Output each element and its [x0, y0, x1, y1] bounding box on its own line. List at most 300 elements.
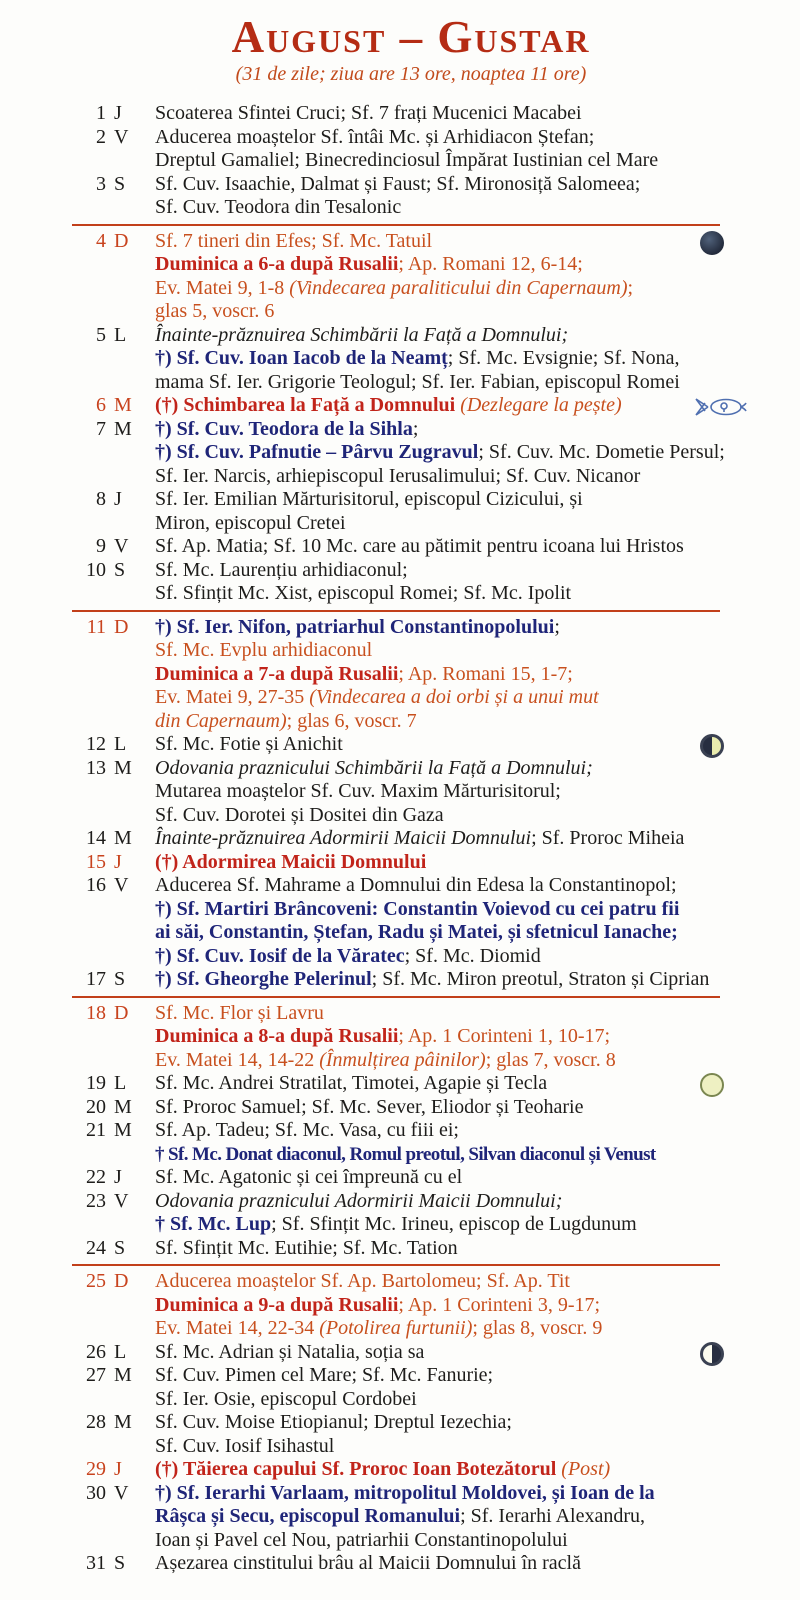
calendar-row: [72, 324, 750, 395]
text-run: Sf. Mc. Flor și Lavru: [155, 1001, 324, 1024]
day-number: 19: [86, 1072, 106, 1095]
entry-line: [155, 300, 750, 324]
day-label: [72, 1482, 155, 1553]
text-run: Odovania praznicului Schimbării la Față a Domnului;: [155, 756, 593, 779]
entry-line: [155, 921, 750, 945]
day-entry-text: [155, 827, 750, 851]
day-weekday: M: [114, 394, 132, 417]
day-label: [72, 733, 155, 757]
masthead: [72, 14, 750, 86]
text-run: Ev. Matei 9, 1-8: [155, 276, 290, 299]
entry-line: [155, 488, 750, 512]
text-run: Odovania praznicului Adormirii Maicii Domnului;: [155, 1189, 563, 1212]
day-weekday: M: [114, 827, 132, 850]
entry-line: [155, 1388, 750, 1412]
text-run: ;: [627, 276, 634, 299]
text-run: Miron, episcopul Cretei: [155, 511, 346, 534]
day-number: 10: [86, 558, 106, 581]
calendar-row: [72, 1002, 750, 1073]
day-number: 15: [86, 850, 106, 873]
entry-line: [155, 757, 750, 781]
entry-line: [155, 1317, 750, 1341]
entry-line: [155, 1270, 750, 1294]
entry-line: [155, 1435, 750, 1459]
day-weekday: D: [114, 229, 129, 252]
text-run: (†) Tăierea capului Sf. Proroc Ioan Botezătorul: [155, 1458, 562, 1481]
day-entry-text: [155, 394, 750, 418]
day-weekday: J: [114, 850, 122, 873]
entry-line: [155, 1529, 750, 1553]
entry-line: [155, 559, 750, 583]
day-weekday: D: [114, 1270, 129, 1293]
entry-line: [155, 1458, 750, 1482]
day-entry-text: [155, 1458, 750, 1482]
day-weekday: D: [114, 615, 129, 638]
calendar-row: [72, 1096, 750, 1120]
text-run: Ev. Matei 9, 27-35: [155, 686, 310, 709]
day-label: [72, 394, 155, 418]
entry-line: [155, 1049, 750, 1073]
text-run: ; Sf. Proroc Miheia: [531, 827, 685, 850]
calendar-row: [72, 102, 750, 126]
text-run: ; glas 8, voscr. 9: [472, 1317, 603, 1340]
entry-line: [155, 1213, 750, 1237]
entry-line: [155, 898, 750, 922]
text-run: (Potolirea furtunii): [319, 1317, 473, 1340]
calendar-row: [72, 1458, 750, 1482]
day-number: 26: [86, 1340, 106, 1363]
day-weekday: S: [114, 558, 126, 581]
day-entry-text: [155, 1270, 750, 1341]
calendar-row: [72, 757, 750, 828]
calendar-row: [72, 1190, 750, 1237]
day-label: [72, 1364, 155, 1411]
day-number: 9: [96, 535, 106, 558]
text-run: Înainte-prăznuirea Adormirii Maicii Domnului: [155, 827, 532, 850]
day-number: 4: [96, 229, 106, 252]
day-entry-text: [155, 173, 750, 220]
text-run: Duminica a 8-a după Rusalii: [155, 1025, 399, 1048]
day-entry-text: [155, 1119, 750, 1166]
entry-line: [155, 945, 750, 969]
text-run: Sf. Mc. Evplu arhidiaconul: [155, 639, 373, 662]
day-label: [72, 1072, 155, 1096]
day-entry-text: [155, 1482, 750, 1553]
sunday-separator: [72, 224, 720, 226]
entry-line: [155, 1002, 750, 1026]
page-title: August – Gustar: [231, 12, 591, 62]
day-weekday: V: [114, 1189, 129, 1212]
text-run: ; Sf. Mc. Miron preotul, Straton și Ciprian: [371, 968, 710, 991]
day-label: [72, 851, 155, 875]
entry-line: [155, 347, 750, 371]
day-weekday: M: [114, 756, 132, 779]
day-label: [72, 1002, 155, 1073]
sunday-separator: [72, 1264, 720, 1266]
day-number: 12: [86, 733, 106, 756]
day-weekday: J: [114, 1166, 122, 1189]
entry-line: [155, 441, 750, 465]
text-run: † Sf. Mc. Donat diaconul, Romul preotul, Silvan diaconul și Venust: [155, 1143, 656, 1165]
day-label: [72, 102, 155, 126]
text-run: Sf. Cuv. Dorotei și Dositei din Gaza: [155, 803, 444, 826]
text-run: Sf. Ap. Matia; Sf. 10 Mc. care au pătimit pentru icoana lui Hristos: [155, 535, 684, 558]
last-quarter-moon-icon: [700, 1342, 724, 1366]
text-run: †) Sf. Cuv. Iosif de la Văratec: [155, 944, 405, 967]
text-run: ; glas 6, voscr. 7: [286, 709, 417, 732]
calendar-row: [72, 1364, 750, 1411]
day-weekday: L: [114, 1072, 127, 1095]
text-run: Sf. Ier. Emilian Mărturisitorul, episcopul Cizicului, și: [155, 488, 583, 511]
calendar-row: [72, 827, 750, 851]
entry-line: [155, 851, 750, 875]
entry-line: [155, 371, 750, 395]
day-weekday: J: [114, 488, 122, 511]
text-run: Aducerea moaștelor Sf. Ap. Bartolomeu; Sf. Ap. Tit: [155, 1270, 570, 1293]
text-run: Sf. Cuv. Iosif Isihastul: [155, 1434, 335, 1457]
day-entry-text: [155, 535, 750, 559]
text-run: Sf. Ap. Tadeu; Sf. Mc. Vasa, cu fiii ei;: [155, 1119, 459, 1142]
text-run: ; Ap. 1 Corinteni 1, 10-17;: [398, 1025, 611, 1048]
text-run: Sf. Sfințit Mc. Eutihie; Sf. Mc. Tation: [155, 1236, 458, 1259]
day-entry-text: [155, 1072, 750, 1096]
day-label: [72, 1458, 155, 1482]
day-number: 31: [86, 1552, 106, 1575]
text-run: ; Sf. Cuv. Mc. Dometie Persul;: [478, 441, 725, 464]
text-run: Înainte-prăznuirea Schimbării la Față a Domnului;: [155, 323, 569, 346]
text-run: (Vindecarea paraliticului din Capernaum): [289, 276, 628, 299]
text-run: †) Sf. Martiri Brâncoveni: Constantin Voievod cu cei patru fii: [155, 897, 680, 920]
entry-line: [155, 253, 750, 277]
day-number: 18: [86, 1001, 106, 1024]
calendar-row: [72, 1072, 750, 1096]
text-run: Sf. Cuv. Isaachie, Dalmat și Faust; Sf. Mironosiță Salomeea;: [155, 172, 641, 195]
day-weekday: D: [114, 1001, 129, 1024]
entry-line: [155, 394, 750, 418]
calendar-row: [72, 733, 750, 757]
day-weekday: M: [114, 1119, 132, 1142]
day-label: [72, 1552, 155, 1576]
entry-line: [155, 1025, 750, 1049]
text-run: †) Sf. Cuv. Ioan Iacob de la Neamț: [155, 347, 448, 370]
day-weekday: M: [114, 1095, 132, 1118]
text-run: mama Sf. Ier. Grigorie Teologul; Sf. Ier. Fabian, episcopul Romei: [155, 370, 680, 393]
day-label: [72, 968, 155, 992]
day-number: 16: [86, 874, 106, 897]
day-entry-text: [155, 1411, 750, 1458]
day-label: [72, 616, 155, 734]
entry-line: [155, 874, 750, 898]
text-run: Aducerea Sf. Mahrame a Domnului din Edesa la Constantinopol;: [155, 874, 677, 897]
entry-line: [155, 616, 750, 640]
day-number: 30: [86, 1481, 106, 1504]
day-weekday: S: [114, 968, 126, 991]
calendar-row: [72, 968, 750, 992]
day-number: 11: [86, 615, 106, 638]
calendar-row: [72, 1341, 750, 1365]
day-weekday: S: [114, 1236, 126, 1259]
calendar-row: [72, 173, 750, 220]
text-run: Sf. Ier. Osie, episcopul Cordobei: [155, 1387, 417, 1410]
text-run: Duminica a 9-a după Rusalii: [155, 1293, 399, 1316]
day-label: [72, 173, 155, 220]
day-entry-text: [155, 230, 750, 324]
entry-line: [155, 418, 750, 442]
day-number: 14: [86, 827, 106, 850]
day-number: 27: [86, 1364, 106, 1387]
text-run: ; Ap. Romani 12, 6-14;: [398, 253, 583, 276]
day-number: 29: [86, 1458, 106, 1481]
day-weekday: J: [114, 1458, 122, 1481]
calendar-row: [72, 851, 750, 875]
text-run: Mutarea moaștelor Sf. Cuv. Maxim Mărturisitorul;: [155, 780, 561, 803]
day-label: [72, 827, 155, 851]
text-run: Duminica a 7-a după Rusalii: [155, 662, 399, 685]
entry-line: [155, 663, 750, 687]
calendar-row: [72, 535, 750, 559]
text-run: † Sf. Mc. Lup: [155, 1213, 272, 1236]
text-run: ; Sf. Sfințit Mc. Irineu, episcop de Lugdunum: [271, 1213, 637, 1236]
day-number: 1: [96, 102, 106, 125]
day-number: 21: [86, 1119, 106, 1142]
text-run: ai săi, Constantin, Ștefan, Radu și Matei, și sfetnicul Ianache;: [155, 921, 678, 944]
entry-line: [155, 1166, 750, 1190]
text-run: glas 5, voscr. 6: [155, 300, 275, 323]
calendar-row: [72, 874, 750, 968]
text-run: †) Sf. Cuv. Pafnutie – Pârvu Zugravul: [155, 441, 479, 464]
day-label: [72, 1190, 155, 1237]
day-label: [72, 1237, 155, 1261]
entry-line: [155, 126, 750, 150]
text-run: din Capernaum): [155, 709, 287, 732]
day-number: 24: [86, 1236, 106, 1259]
day-entry-text: [155, 559, 750, 606]
calendar-row: [72, 1270, 750, 1341]
entry-line: [155, 804, 750, 828]
text-run: Sf. Mc. Fotie și Anichit: [155, 733, 343, 756]
entry-line: [155, 1190, 750, 1214]
entry-line: [155, 230, 750, 254]
day-weekday: V: [114, 125, 129, 148]
entry-line: [155, 1552, 750, 1576]
day-weekday: V: [114, 1481, 129, 1504]
day-weekday: V: [114, 874, 129, 897]
text-run: †) Sf. Ierarhi Varlaam, mitropolitul Moldovei, și Ioan de la: [155, 1481, 655, 1504]
entry-line: [155, 465, 750, 489]
day-weekday: L: [114, 1340, 127, 1363]
entry-line: [155, 1119, 750, 1143]
text-run: Ioan și Pavel cel Nou, patriarhii Constantinopolului: [155, 1528, 568, 1551]
calendar-row: [72, 488, 750, 535]
day-number: 23: [86, 1189, 106, 1212]
sunday-separator: [72, 996, 720, 998]
new-moon-icon: [700, 231, 724, 255]
day-entry-text: [155, 126, 750, 173]
text-run: ;: [412, 417, 419, 440]
day-number: 20: [86, 1095, 106, 1118]
entry-line: [155, 277, 750, 301]
day-entry-text: [155, 1552, 750, 1576]
day-label: [72, 1096, 155, 1120]
text-run: (Înmulțirea pâinilor): [319, 1048, 486, 1071]
text-run: ; glas 7, voscr. 8: [485, 1048, 616, 1071]
day-entry-text: [155, 757, 750, 828]
page-subtitle: (31 de zile; ziua are 13 ore, noaptea 11 ore): [235, 63, 587, 86]
text-run: Așezarea cinstitului brâu al Maicii Domnului în raclă: [155, 1552, 581, 1575]
text-run: Sf. Sfințit Mc. Xist, episcopul Romei; Sf. Mc. Ipolit: [155, 582, 572, 605]
day-weekday: J: [114, 102, 122, 125]
day-label: [72, 1270, 155, 1341]
calendar-row: [72, 1482, 750, 1553]
text-run: (†) Adormirea Maicii Domnului: [155, 850, 427, 873]
entry-line: [155, 196, 750, 220]
entry-line: [155, 1237, 750, 1261]
day-label: [72, 757, 155, 828]
day-number: 6: [96, 394, 106, 417]
entry-line: [155, 968, 750, 992]
calendar-row: [72, 418, 750, 489]
calendar-row: [72, 1237, 750, 1261]
entry-line: [155, 1294, 750, 1318]
day-number: 25: [86, 1270, 106, 1293]
calendar-row: [72, 230, 750, 324]
text-run: ; Ap. 1 Corinteni 3, 9-17;: [398, 1293, 601, 1316]
day-weekday: V: [114, 535, 129, 558]
text-run: Sf. Mc. Agatonic și cei împreună cu el: [155, 1166, 463, 1189]
day-label: [72, 488, 155, 535]
calendar-row: [72, 1166, 750, 1190]
day-label: [72, 1341, 155, 1365]
text-run: Ev. Matei 14, 14-22: [155, 1048, 320, 1071]
day-label: [72, 418, 155, 489]
calendar-row: [72, 394, 750, 418]
day-entry-text: [155, 324, 750, 395]
day-weekday: L: [114, 733, 127, 756]
entry-line: [155, 827, 750, 851]
text-run: Aducerea moaștelor Sf. întâi Mc. și Arhidiacon Ștefan;: [155, 125, 595, 148]
day-label: [72, 1411, 155, 1458]
calendar-row: [72, 126, 750, 173]
entry-line: [155, 710, 750, 734]
day-entry-text: [155, 616, 750, 734]
calendar-row: [72, 1552, 750, 1576]
entry-line: [155, 535, 750, 559]
day-number: 8: [96, 488, 106, 511]
day-weekday: L: [114, 323, 127, 346]
entry-line: [155, 733, 750, 757]
day-entry-text: [155, 1341, 750, 1365]
entry-line: [155, 780, 750, 804]
sunday-separator: [72, 610, 720, 612]
text-run: †) Sf. Gheorghe Pelerinul: [155, 968, 372, 991]
day-number: 2: [96, 125, 106, 148]
entry-line: [155, 1364, 750, 1388]
day-entry-text: [155, 1002, 750, 1073]
day-weekday: M: [114, 417, 132, 440]
day-weekday: S: [114, 172, 126, 195]
day-label: [72, 874, 155, 968]
day-entry-text: [155, 1237, 750, 1261]
entry-line: [155, 639, 750, 663]
text-run: ; Ap. Romani 15, 1-7;: [398, 662, 573, 685]
day-entry-text: [155, 851, 750, 875]
text-run: †) Sf. Cuv. Teodora de la Sihla: [155, 417, 413, 440]
day-label: [72, 535, 155, 559]
text-run: ; Sf. Mc. Evsignie; Sf. Nona,: [447, 347, 680, 370]
text-run: ; Sf. Ierarhi Alexandru,: [460, 1505, 646, 1528]
day-label: [72, 1119, 155, 1166]
entry-line: [155, 1072, 750, 1096]
day-number: 3: [96, 172, 106, 195]
day-number: 13: [86, 756, 106, 779]
text-run: Duminica a 6-a după Rusalii: [155, 253, 399, 276]
day-weekday: M: [114, 1411, 132, 1434]
calendar-row: [72, 559, 750, 606]
entry-line: [155, 102, 750, 126]
day-number: 5: [96, 323, 106, 346]
text-run: Sf. Cuv. Moise Etiopianul; Dreptul Iezechia;: [155, 1411, 512, 1434]
text-run: ;: [554, 615, 560, 638]
day-entry-text: [155, 102, 750, 126]
day-entry-text: [155, 733, 750, 757]
entry-line: [155, 1096, 750, 1120]
text-run: Sf. Cuv. Teodora din Tesalonic: [155, 196, 402, 219]
day-entry-text: [155, 968, 750, 992]
day-label: [72, 1166, 155, 1190]
text-run: Sf. Ier. Narcis, arhiepiscopul Ierusalimului; Sf. Cuv. Nicanor: [155, 464, 641, 487]
entry-line: [155, 1482, 750, 1506]
day-entry-text: [155, 418, 750, 489]
entry-line: [155, 324, 750, 348]
day-label: [72, 324, 155, 395]
calendar-row: [72, 1411, 750, 1458]
entry-line: [155, 1505, 750, 1529]
text-run: Sf. Mc. Laurențiu arhidiaconul;: [155, 558, 408, 581]
day-list: [72, 102, 750, 1576]
text-run: Râșca și Secu, episcopul Romanului: [155, 1505, 461, 1528]
day-entry-text: [155, 488, 750, 535]
entry-line: [155, 582, 750, 606]
day-number: 17: [86, 968, 106, 991]
entry-line: [155, 512, 750, 536]
day-entry-text: [155, 1096, 750, 1120]
day-label: [72, 126, 155, 173]
text-run: Scoaterea Sfintei Cruci; Sf. 7 frați Mucenici Macabei: [155, 102, 582, 125]
calendar-row: [72, 616, 750, 734]
text-run: †) Sf. Ier. Nifon, patriarhul Constantinopolului: [155, 615, 555, 638]
text-run: Sf. 7 tineri din Efes; Sf. Mc. Tatuil: [155, 229, 433, 252]
day-entry-text: [155, 1190, 750, 1237]
text-run: (Dezlegare la pește): [460, 394, 622, 417]
day-weekday: S: [114, 1552, 126, 1575]
entry-line: [155, 1143, 750, 1167]
day-number: 28: [86, 1411, 106, 1434]
text-run: ; Sf. Mc. Diomid: [404, 944, 541, 967]
text-run: Sf. Cuv. Pimen cel Mare; Sf. Mc. Fanurie;: [155, 1364, 494, 1387]
entry-line: [155, 686, 750, 710]
calendar-row: [72, 1119, 750, 1166]
day-label: [72, 559, 155, 606]
entry-line: [155, 1341, 750, 1365]
text-run: (Post): [561, 1458, 611, 1481]
day-entry-text: [155, 1166, 750, 1190]
day-number: 7: [96, 417, 106, 440]
text-run: (†) Schimbarea la Față a Domnului: [155, 394, 461, 417]
text-run: Sf. Mc. Adrian și Natalia, soția sa: [155, 1340, 425, 1363]
text-run: Sf. Mc. Andrei Stratilat, Timotei, Agapie și Tecla: [155, 1072, 548, 1095]
day-weekday: M: [114, 1364, 132, 1387]
entry-line: [155, 149, 750, 173]
